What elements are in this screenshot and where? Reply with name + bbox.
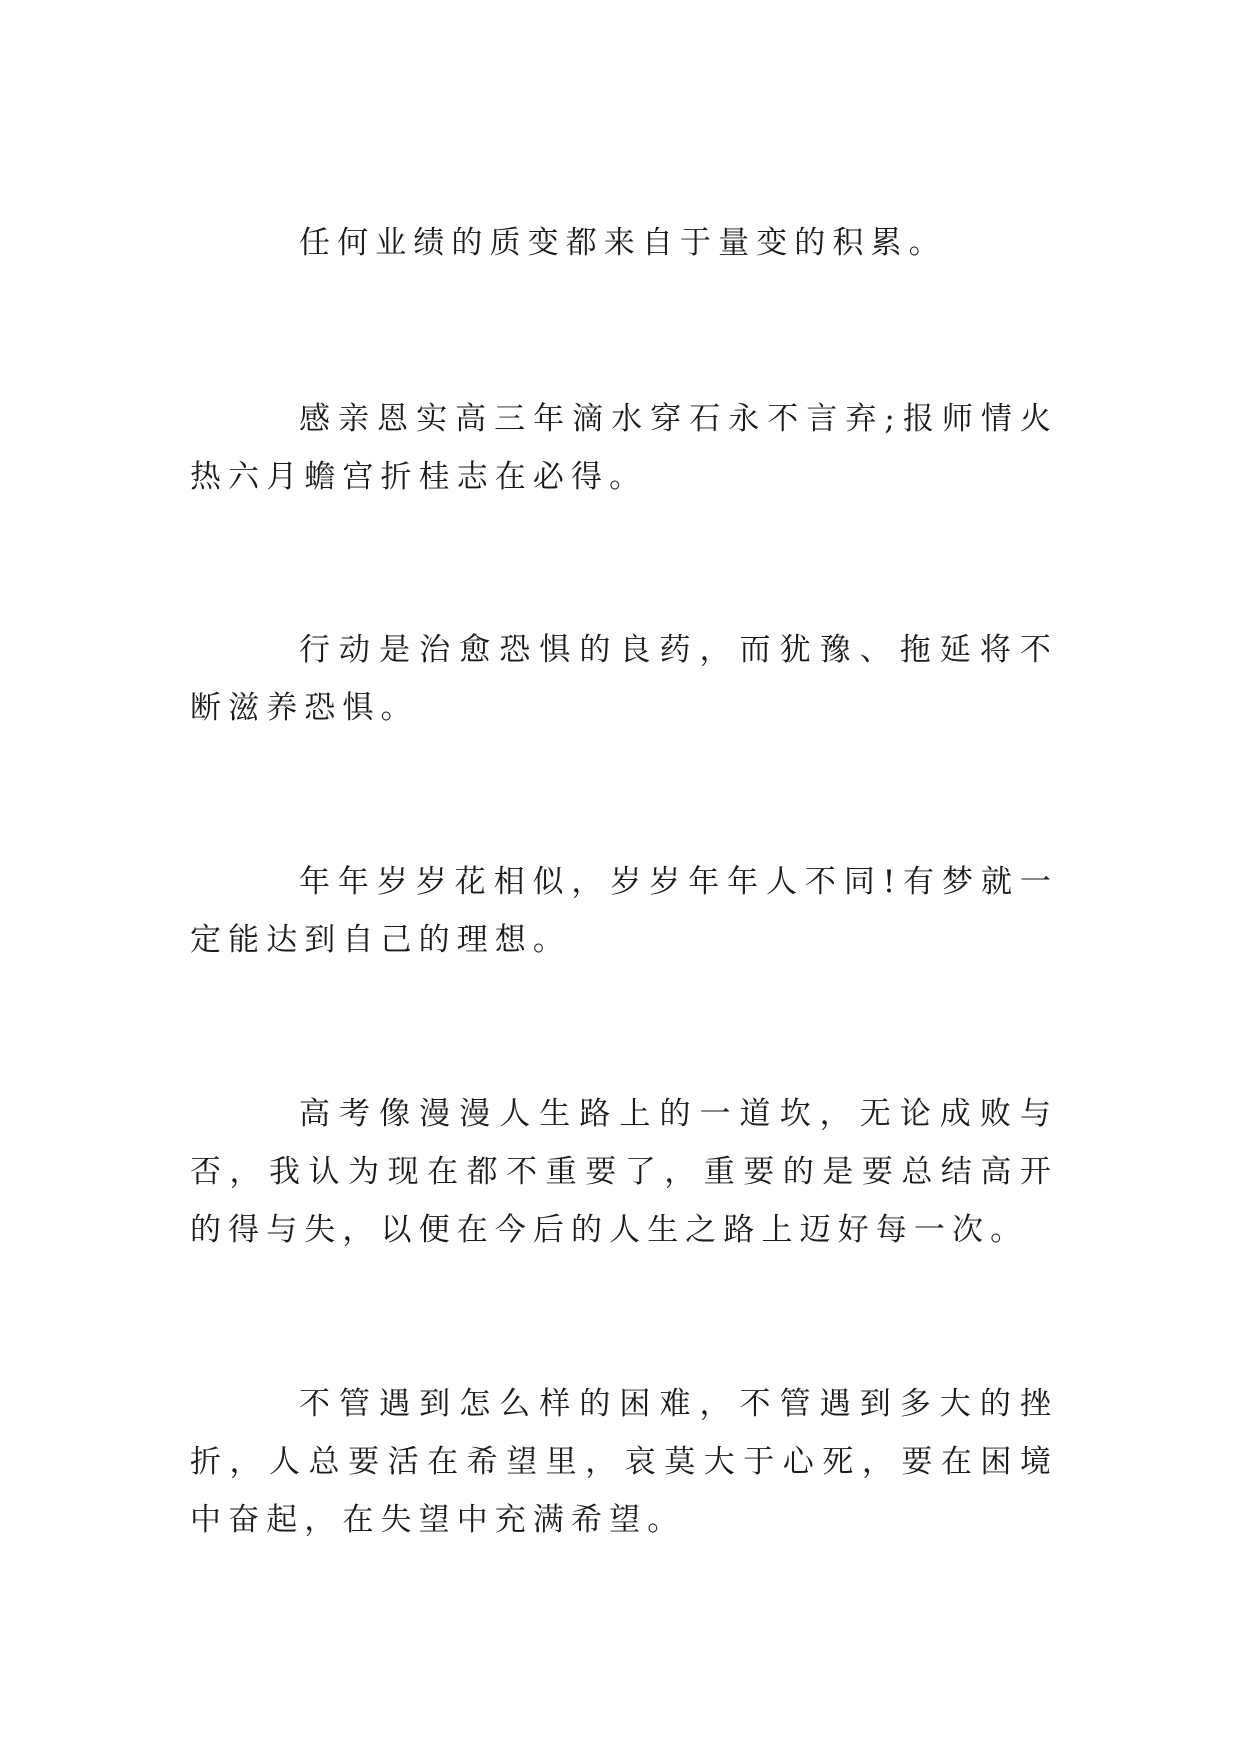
paragraph-5: 高考像漫漫人生路上的一道坎，无论成败与否，我认为现在都不重要了，重要的是要总结高开的得与失，以便在今后的人生之路上迈好每一次。 xyxy=(190,1096,1058,1248)
paragraph-4: 年年岁岁花相似，岁岁年年人不同!有梦就一定能达到自己的理想。 xyxy=(190,864,1058,958)
paragraph-3: 行动是治愈恐惧的良药，而犹豫、拖延将不断滋养恐惧。 xyxy=(190,632,1058,726)
paragraph-2: 感亲恩实高三年滴水穿石永不言弃;报师情火热六月蟾宫折桂志在必得。 xyxy=(190,401,1058,495)
paragraph-6: 不管遇到怎么样的困难，不管遇到多大的挫折，人总要活在希望里，哀莫大于心死，要在困境中奋起，在失望中充满希望。 xyxy=(190,1386,1058,1538)
paragraph-1: 任何业绩的质变都来自于量变的积累。 xyxy=(299,225,947,261)
